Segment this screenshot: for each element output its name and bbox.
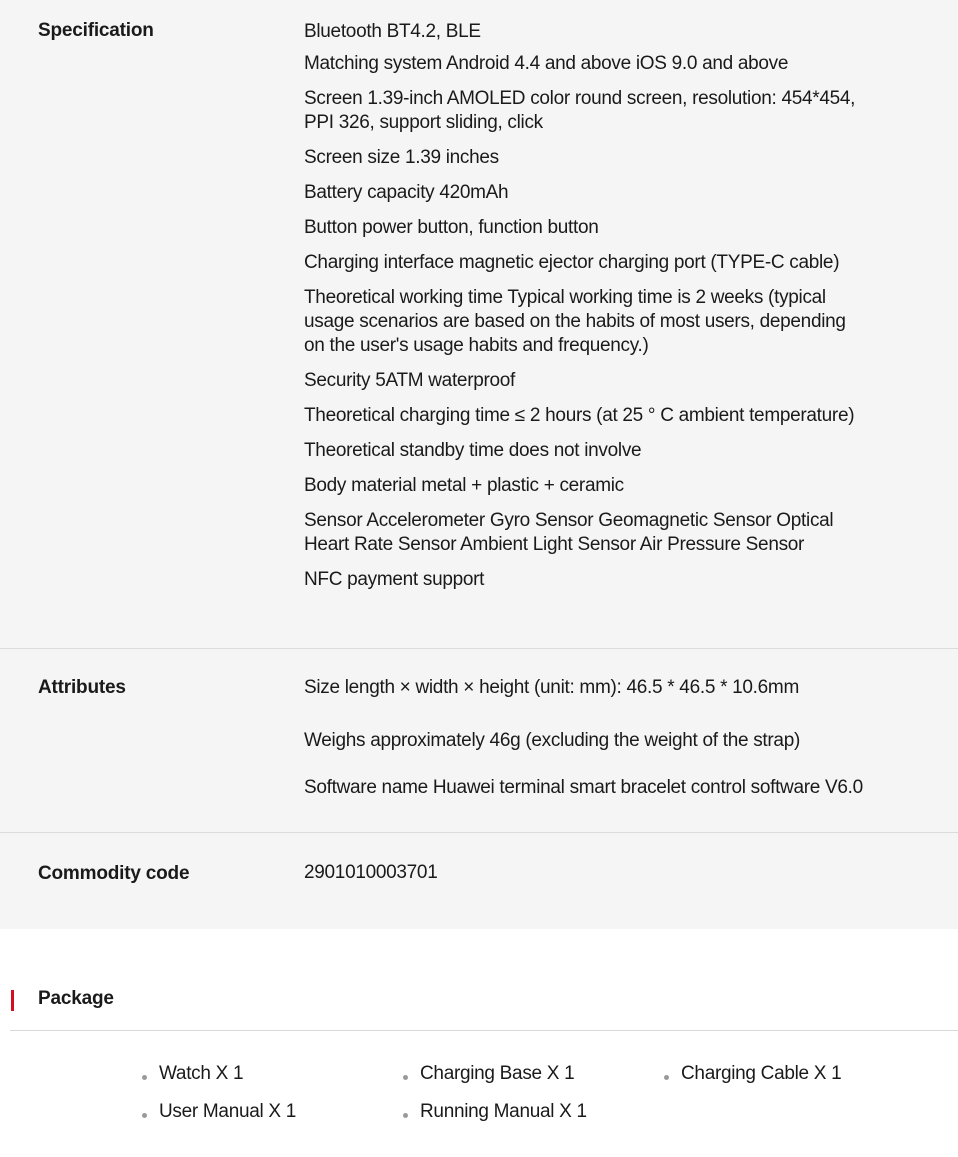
- package-item: [159, 1100, 296, 1124]
- attributes-values: [304, 676, 934, 829]
- spec-value: Theoretical working time Typical working time is 2 weeks (typical usage scenarios are based on the habits of most users, depending on the user's usage habits and frequency.): [304, 287, 846, 356]
- row-label-commodity-code: Commodity code: [38, 863, 190, 884]
- spec-value: Screen 1.39-inch AMOLED color round screen, resolution: 454*454, PPI 326, support sliding, click: [304, 88, 856, 133]
- spec-value: Theoretical standby time does not involve: [304, 440, 642, 461]
- package-item-label: Charging Base X 1: [420, 1063, 575, 1084]
- bullet-icon: [403, 1113, 408, 1118]
- package-item: [159, 1062, 243, 1086]
- spec-value: Matching system Android 4.4 and above iOS 9.0 and above: [304, 53, 789, 74]
- spec-value: Button power button, function button: [304, 217, 599, 238]
- package-item: [420, 1100, 587, 1124]
- row-label-attributes: Attributes: [38, 677, 126, 698]
- spec-value: Security 5ATM waterproof: [304, 370, 516, 391]
- package-list: [0, 1062, 958, 1142]
- spec-value: Charging interface magnetic ejector charging port (TYPE-C cable): [304, 252, 840, 273]
- package-item-label: Charging Cable X 1: [681, 1063, 842, 1084]
- attribute-value: Software name Huawei terminal smart bracelet control software V6.0: [304, 777, 863, 798]
- spec-value: Body material metal + plastic + ceramic: [304, 475, 624, 496]
- section-accent-bar: [11, 990, 14, 1011]
- spec-row-attributes: [0, 648, 958, 832]
- commodity-code-value: 2901010003701: [304, 862, 438, 883]
- attribute-value: Weighs approximately 46g (excluding the weight of the strap): [304, 730, 800, 751]
- spec-value: Sensor Accelerometer Gyro Sensor Geomagnetic Sensor Optical Heart Rate Sensor Ambient Light Sensor Air Pressure Sensor: [304, 510, 834, 555]
- spec-row-commodity-code: [0, 832, 958, 929]
- package-item: [420, 1062, 574, 1086]
- package-item-label: User Manual X 1: [159, 1101, 297, 1122]
- spec-value: NFC payment support: [304, 569, 485, 590]
- package-item-label: Running Manual X 1: [420, 1101, 587, 1122]
- package-section-header: [10, 984, 958, 1031]
- spec-value: Theoretical charging time ≤ 2 hours (at 25 ° C ambient temperature): [304, 405, 855, 426]
- spec-value: Bluetooth BT4.2, BLE: [304, 21, 481, 42]
- package-item: [681, 1062, 841, 1086]
- attribute-value: Size length × width × height (unit: mm): 46.5 * 46.5 * 10.6mm: [304, 677, 799, 698]
- package-item-label: Watch X 1: [159, 1063, 244, 1084]
- spec-value: Battery capacity 420mAh: [304, 182, 509, 203]
- row-label-specification: Specification: [38, 20, 154, 41]
- bullet-icon: [664, 1075, 669, 1080]
- spec-value: Screen size 1.39 inches: [304, 147, 499, 168]
- bullet-icon: [142, 1075, 147, 1080]
- bullet-icon: [142, 1113, 147, 1118]
- bullet-icon: [403, 1075, 408, 1080]
- commodity-code-values: [304, 861, 934, 885]
- specification-values: [304, 20, 934, 603]
- package-title: Package: [38, 988, 114, 1009]
